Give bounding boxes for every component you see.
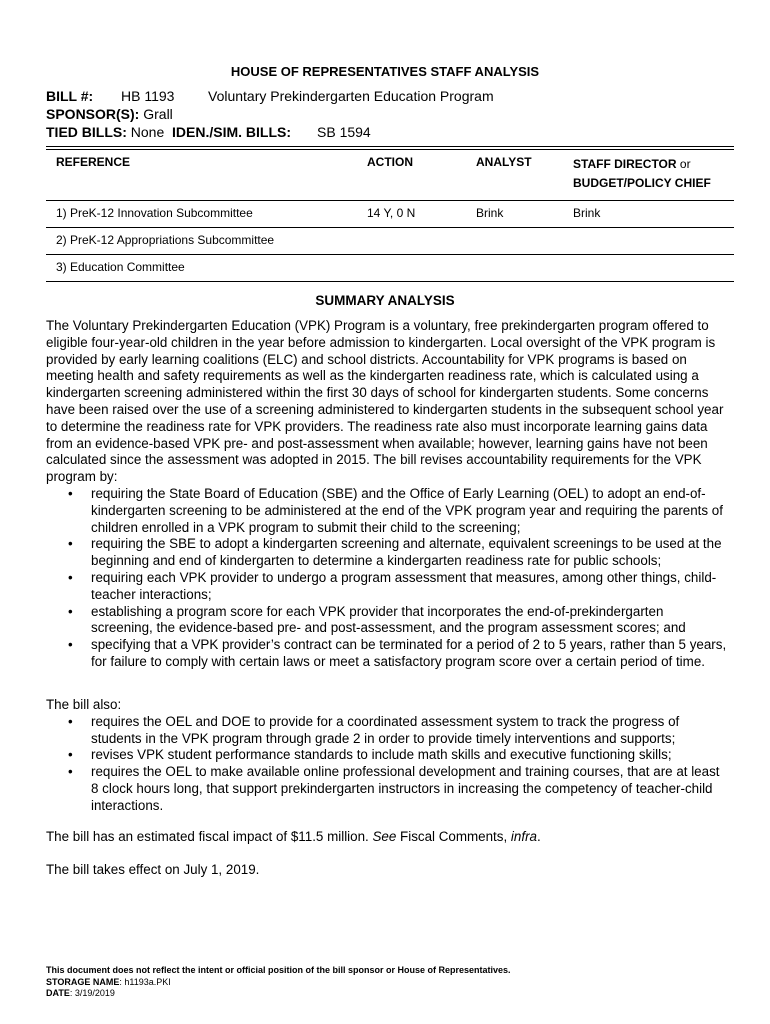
row-reference: 1) PreK-12 Innovation Subcommittee <box>56 206 253 220</box>
fiscal-period: . <box>536 829 541 844</box>
bill-number: HB 1193 <box>121 88 175 104</box>
list-item: • requires the OEL and DOE to provide for a coordinated assessment system to track the progress of students in the VPK program through grade 2 in order to provide timely interventions and supports; <box>46 714 728 748</box>
fiscal-infra: infra <box>510 829 537 844</box>
similar-bills-label: IDEN./SIM. BILLS: <box>172 124 292 140</box>
row-reference: 3) Education Committee <box>56 260 185 274</box>
storage-name-value: : h1193a.PKI <box>119 976 171 987</box>
list-item: • requires the OEL to make available online professional development and training courses, that are at least 8 clock hours long, that support prekindergarten instructors in increasing the competency of teacher-child interactions. <box>46 764 728 814</box>
header-analyst: ANALYST <box>476 155 532 169</box>
bill-also-intro: The bill also: <box>46 697 122 712</box>
row-action: 14 Y, 0 N <box>367 206 416 220</box>
header-reference: REFERENCE <box>56 155 131 169</box>
list-item: • requiring the State Board of Education (SBE) and the Office of Early Learning (OEL) to adopt an end-of-kindergarten screening to be administered at the end of the VPK program year and requiring the parents of children enrolled in a VPK program to submit their child to the screening; <box>46 486 728 536</box>
list-item: • revises VPK student performance standards to include math skills and executive functioning skills; <box>46 747 728 764</box>
header-staff-director-bold: STAFF DIRECTOR <box>573 157 677 171</box>
row-reference: 2) PreK-12 Appropriations Subcommittee <box>56 233 275 247</box>
document-title: HOUSE OF REPRESENTATIVES STAFF ANALYSIS <box>230 64 540 79</box>
tied-bills-label: TIED BILLS: <box>46 124 127 140</box>
effective-date-paragraph: The bill takes effect on July 1, 2019. <box>46 862 260 877</box>
bill-name: Voluntary Prekindergarten Education Program <box>208 88 494 104</box>
tied-bills-value: None <box>130 124 165 140</box>
list-item: • requiring each VPK provider to undergo a program assessment that measures, among other things, child-teacher interactions; <box>46 570 728 604</box>
table-row <box>46 255 734 282</box>
row-analyst: Brink <box>476 206 504 220</box>
list-item: • specifying that a VPK provider’s contract can be terminated for a period of 2 to 5 years, rather than 5 years, for failure to comply with certain laws or meet a satisfactory program score over a certain period of time. <box>46 637 728 671</box>
footer-disclaimer: This document does not reflect the intent or official position of the bill sponsor or House of Representatives. <box>46 965 511 975</box>
list-item: • requiring the SBE to adopt a kindergarten screening and alternate, equivalent screenings to be used at the beginning and end of kindergarten to determine a kindergarten readiness rate for public schools; <box>46 536 728 570</box>
header-staff-director-or: or <box>679 157 691 171</box>
header-staff-director <box>573 155 711 193</box>
fiscal-text: The bill has an estimated fiscal impact of $11.5 million. <box>46 829 373 844</box>
header-action: ACTION <box>367 155 413 169</box>
bill-also-section <box>46 697 728 815</box>
table-row <box>46 228 734 255</box>
list-item: • establishing a program score for each VPK provider that incorporates the end-of-prekindergarten screening, the evidence-based pre- and post-assessment, and the program assessment scores; and <box>46 604 728 638</box>
summary-intro-section <box>46 318 728 671</box>
sponsor-row <box>46 106 173 122</box>
row-director: Brink <box>573 206 601 220</box>
revisions-bullet-list <box>46 486 728 671</box>
fiscal-see: See <box>372 829 397 844</box>
header-divider <box>46 146 734 147</box>
page-footer <box>46 965 511 1000</box>
reference-table <box>46 150 734 282</box>
date-value: : 3/19/2019 <box>69 988 115 998</box>
similar-bills-value: SB 1594 <box>317 124 371 140</box>
table-row <box>46 201 734 228</box>
summary-title: SUMMARY ANALYSIS <box>315 293 455 308</box>
bill-number-row <box>46 88 494 104</box>
header-budget-policy-chief: BUDGET/POLICY CHIEF <box>573 176 711 190</box>
sponsor-value: Grall <box>143 106 173 122</box>
tied-bills-row <box>46 124 371 140</box>
sponsor-label: SPONSOR(S): <box>46 106 140 122</box>
fiscal-comments-text: Fiscal Comments, <box>396 829 511 844</box>
date-label: DATE <box>46 988 70 998</box>
bill-label: BILL #: <box>46 88 94 104</box>
fiscal-impact-paragraph <box>46 829 728 846</box>
reference-table-header <box>46 150 734 201</box>
summary-intro-paragraph: The Voluntary Prekindergarten Education (VPK) Program is a voluntary, free prekindergarten program offered to eligible four-year-old children in the year before admission to kindergarten. Local oversight of the VPK program is provided by early learning coalitions (ELC) and school districts. Accountability for VPK programs is based on meeting health and safety requirements as well as the kindergarten readiness rate, which is calculated using a kindergarten screening administered within the first 30 days of school for kindergarten students. Some concerns have been raised over the use of a screening administered to kindergarten students in the subsequent school year to determine the readiness rate for VPK providers. The readiness rate also must incorporate learning gains data from an evidence-based VPK pre- and post-assessment when available; however, learning gains have not been calculated since the assessment was adopted in 2015. The bill revises accountability requirements for the VPK program by: <box>46 318 724 485</box>
storage-name-label: STORAGE NAME <box>46 976 120 987</box>
bill-also-bullet-list <box>46 714 728 815</box>
